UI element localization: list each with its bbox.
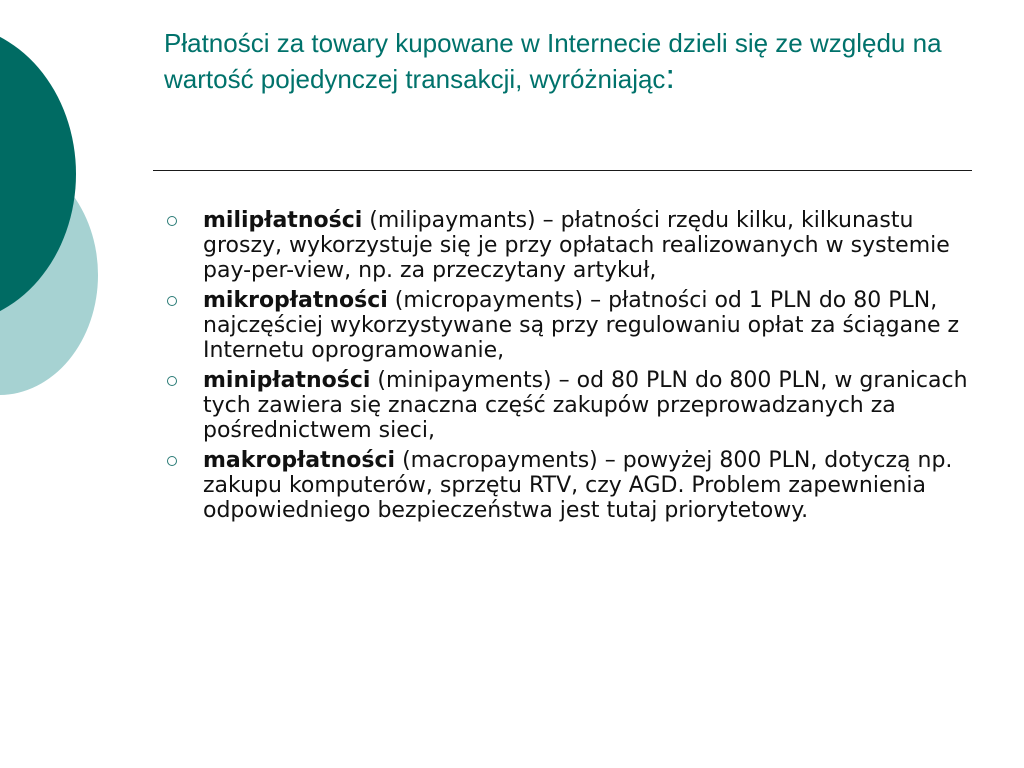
bullet-description: (milipaymants) – płatności rzędu kilku, kilkunastu groszy, wykorzystuje się je przy opłatach realizowanych w systemie pay-per-view, np. za przeczytany artykuł,	[203, 208, 950, 283]
bullet-description: (micropayments) – płatności od 1 PLN do 80 PLN, najczęściej wykorzystywane są przy regulowaniu opłat za ściągane z Internetu oprogramowanie,	[203, 288, 960, 363]
bullet-description: (minipayments) – od 80 PLN do 800 PLN, w granicach tych zawiera się znaczna część zakupów przeprowadzanych za pośrednictwem sieci,	[203, 368, 968, 443]
bullet-list	[160, 208, 970, 528]
bullet-item-micropayments	[160, 288, 970, 363]
slide-title-colon: :	[665, 58, 675, 96]
bullet-term: makropłatności	[203, 448, 396, 473]
bullet-description: (macropayments) – powyżej 800 PLN, dotyczą np. zakupu komputerów, sprzętu RTV, czy AGD. Problem zapewnienia odpowiedniego bezpieczeństwa jest tutaj priorytetowy.	[203, 448, 953, 523]
bullet-term: mikropłatności	[203, 288, 388, 313]
slide-title	[164, 26, 984, 96]
bullet-item-minipayments	[160, 368, 970, 443]
hollow-circle-bullet-icon	[167, 296, 177, 306]
hollow-circle-bullet-icon	[167, 456, 177, 466]
hollow-circle-bullet-icon	[167, 216, 177, 226]
bullet-term: minipłatności	[203, 368, 371, 393]
title-divider	[153, 170, 972, 171]
bullet-item-macropayments	[160, 448, 970, 523]
hollow-circle-bullet-icon	[167, 376, 177, 386]
slide-title-text: Płatności za towary kupowane w Internecie dzieli się ze względu na wartość pojedynczej transakcji, wyróżniając	[164, 28, 942, 94]
bullet-term: milipłatności	[203, 208, 363, 233]
bullet-item-milipayments	[160, 208, 970, 283]
